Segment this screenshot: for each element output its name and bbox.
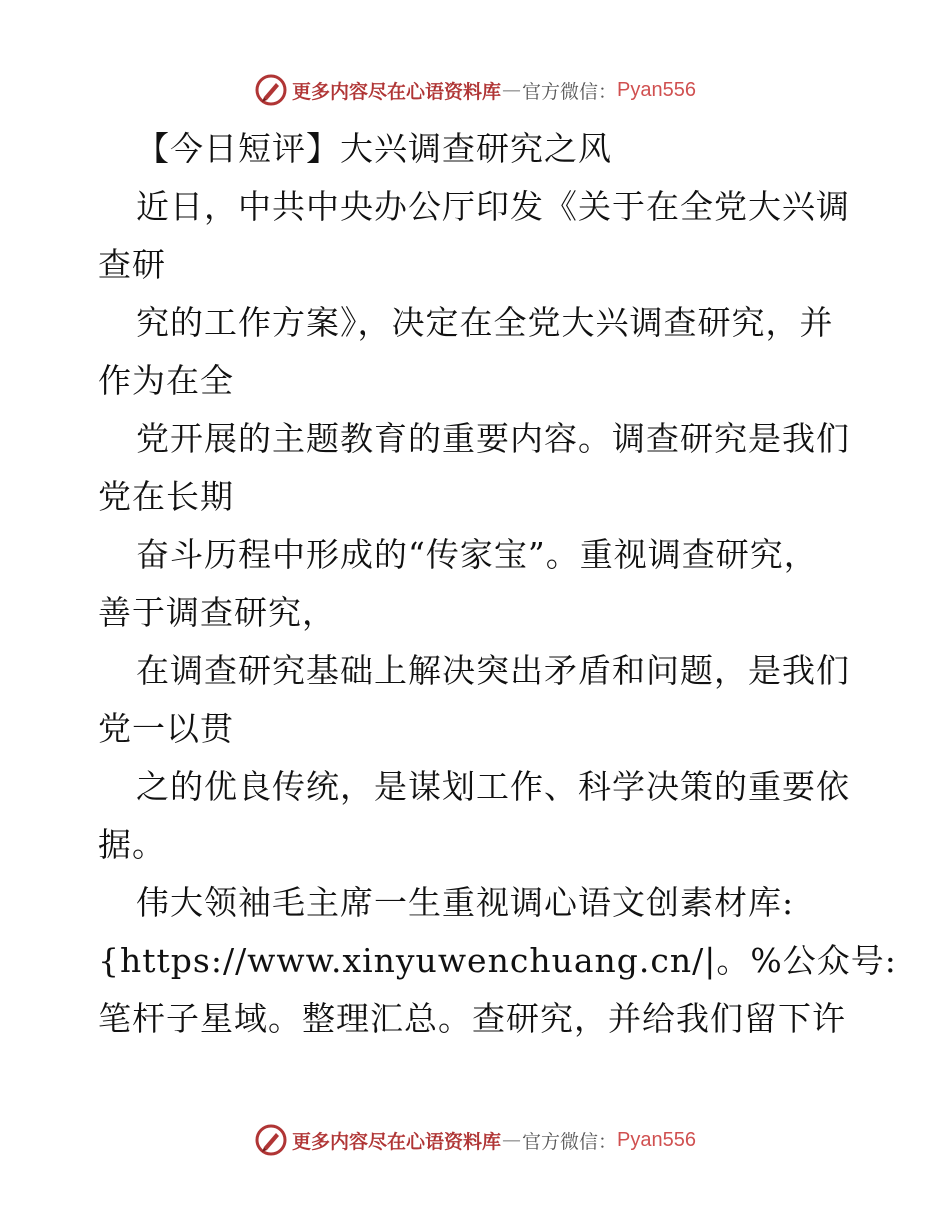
banner-title: 更多内容尽在心语资料库 — [292, 80, 502, 103]
text-line: 在调查研究基础上解决突出矛盾和问题，是我们 — [136, 651, 850, 690]
text-line: 党在长期 — [98, 477, 234, 516]
text-line: 笔杆子星域。整理汇总。查研究，并给我们留下许 — [98, 999, 846, 1038]
text-line: 作为在全 — [98, 361, 234, 400]
text-line: 究的工作方案》，决定在全党大兴调查研究，并 — [136, 303, 834, 342]
banner-separator: — — [502, 1129, 522, 1151]
text-line: 奋斗历程中形成的“传家宝”。重视调查研究， — [136, 535, 818, 574]
footer-watermark-banner — [0, 1120, 950, 1160]
banner-wechat-label: 官方微信： — [522, 80, 618, 103]
header-watermark-banner — [0, 70, 950, 110]
text-line: {https://www.xinyuwenchuang.cn/|。%公众号: — [98, 941, 897, 980]
pen-logo-icon — [254, 73, 288, 107]
banner-wechat-label: 官方微信： — [522, 1130, 618, 1153]
text-line: 【今日短评】大兴调查研究之风 — [136, 129, 612, 168]
banner-wechat-id: Pyan556 — [617, 1128, 696, 1151]
text-line: 伟大领袖毛主席一生重视调心语文创素材库: — [136, 883, 795, 922]
text-line: 据。 — [98, 825, 166, 864]
pen-logo-icon — [254, 1123, 288, 1157]
text-line: 党一以贯 — [98, 709, 234, 748]
banner-title: 更多内容尽在心语资料库 — [292, 1130, 502, 1153]
document-body — [98, 120, 897, 1048]
text-line: 善于调查研究， — [98, 593, 336, 632]
text-line: 党开展的主题教育的重要内容。调查研究是我们 — [136, 419, 850, 458]
text-line: 近日，中共中央办公厅印发《关于在全党大兴调 — [136, 187, 850, 226]
text-line: 之的优良传统，是谋划工作、科学决策的重要依 — [136, 767, 850, 806]
banner-separator: — — [502, 79, 522, 101]
text-line: 查研 — [98, 245, 166, 284]
banner-wechat-id: Pyan556 — [617, 78, 696, 101]
